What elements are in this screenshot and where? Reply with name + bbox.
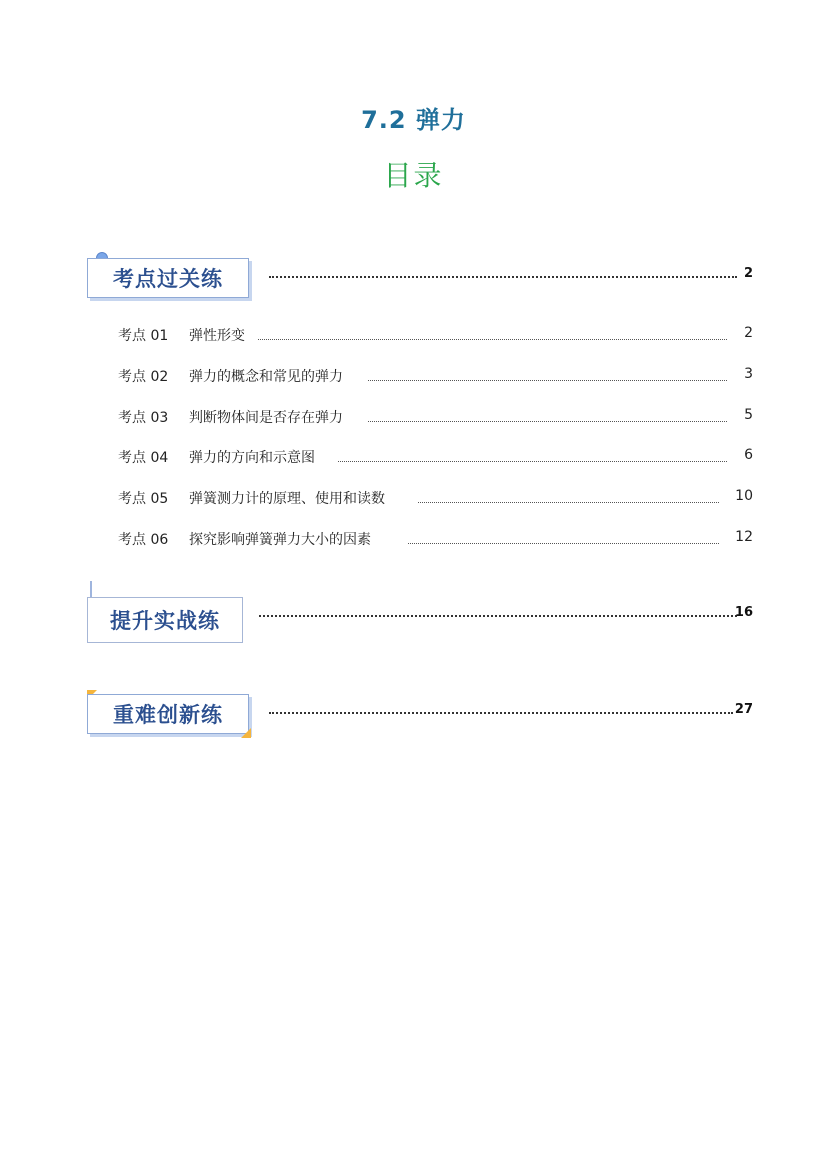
entry-page-number: 10 bbox=[735, 488, 753, 504]
corner-decoration-icon bbox=[241, 728, 251, 738]
section-badge bbox=[87, 694, 249, 734]
toc-entry[interactable] bbox=[118, 366, 753, 386]
entry-code: 考点 04 bbox=[118, 450, 169, 466]
section-badge bbox=[87, 597, 243, 643]
section-label: 提升实战练 bbox=[110, 609, 220, 633]
entry-title: 弹性形变 bbox=[189, 325, 247, 345]
entry-page-number: 12 bbox=[735, 529, 753, 545]
dot-leader bbox=[269, 276, 737, 278]
entry-code: 考点 02 bbox=[118, 369, 169, 385]
dot-leader bbox=[269, 712, 733, 714]
section-label: 重难创新练 bbox=[113, 703, 223, 727]
dot-leader bbox=[408, 543, 719, 544]
section-page-number: 16 bbox=[734, 605, 753, 620]
document-title: 7.2 弹力 bbox=[361, 106, 466, 134]
entry-code: 考点 06 bbox=[118, 532, 169, 548]
entry-code: 考点 05 bbox=[118, 491, 169, 507]
section-badge bbox=[87, 258, 249, 298]
section-label: 考点过关练 bbox=[113, 267, 223, 291]
entry-title: 判断物体间是否存在弹力 bbox=[189, 407, 345, 427]
dot-leader bbox=[368, 421, 727, 422]
dot-leader bbox=[258, 339, 727, 340]
dot-leader bbox=[338, 461, 727, 462]
toc-entry[interactable] bbox=[118, 325, 753, 345]
entry-page-number: 3 bbox=[744, 366, 753, 382]
entry-title: 弹力的概念和常见的弹力 bbox=[189, 366, 345, 386]
entry-page-number: 5 bbox=[744, 407, 753, 423]
entry-title: 探究影响弹簧弹力大小的因素 bbox=[189, 529, 373, 549]
toc-entry[interactable] bbox=[118, 488, 753, 508]
toc-section-2[interactable] bbox=[87, 597, 753, 637]
dot-leader bbox=[418, 502, 719, 503]
section-page-number: 27 bbox=[734, 702, 753, 717]
toc-entry[interactable] bbox=[118, 407, 753, 427]
toc-section-1[interactable] bbox=[87, 258, 753, 298]
dot-leader bbox=[368, 380, 727, 381]
toc-entry[interactable] bbox=[118, 529, 753, 549]
entry-code: 考点 03 bbox=[118, 410, 169, 426]
entry-code: 考点 01 bbox=[118, 328, 169, 344]
toc-section-3[interactable] bbox=[87, 694, 753, 734]
dot-leader bbox=[259, 615, 737, 617]
section-page-number: 2 bbox=[743, 266, 753, 281]
entry-page-number: 6 bbox=[744, 447, 753, 463]
entry-title: 弹簧测力计的原理、使用和读数 bbox=[189, 488, 387, 508]
entry-page-number: 2 bbox=[744, 325, 753, 341]
toc-entry[interactable] bbox=[118, 447, 753, 467]
toc-heading: 目录 bbox=[383, 159, 444, 192]
entry-title: 弹力的方向和示意图 bbox=[189, 447, 317, 467]
